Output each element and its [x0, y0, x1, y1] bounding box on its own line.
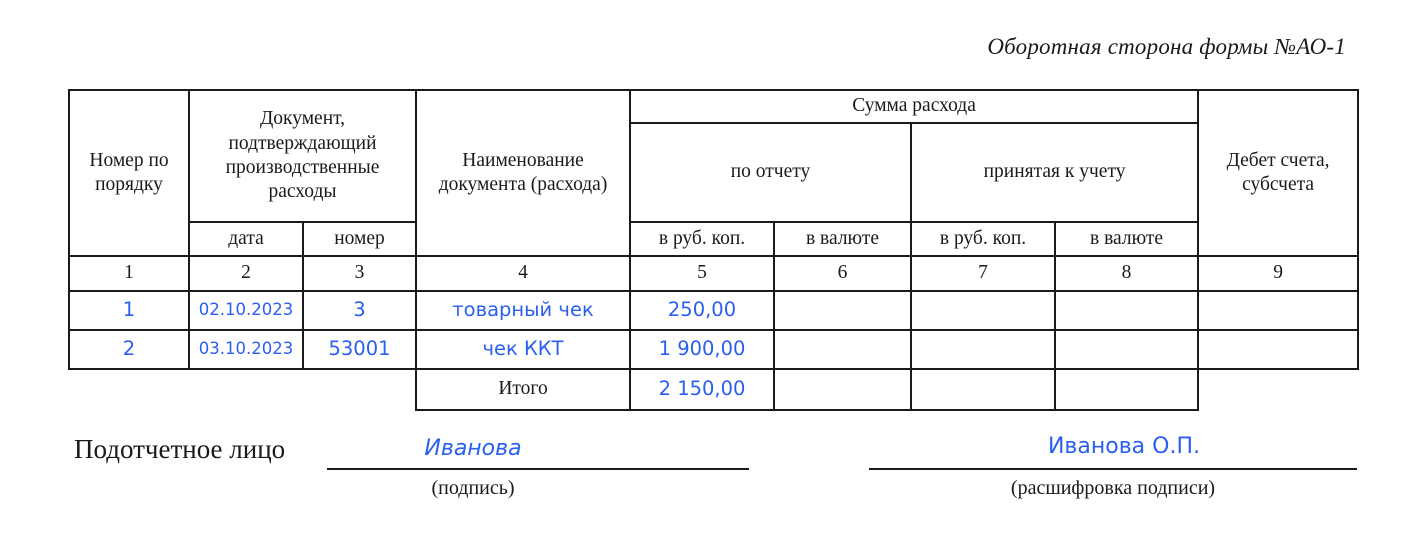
total-label: Итого	[416, 369, 630, 410]
empty-cell	[774, 291, 911, 330]
empty-cell	[774, 330, 911, 369]
header-row-number: Номер по порядку	[69, 90, 189, 256]
empty-cell	[911, 291, 1055, 330]
empty-cell	[774, 369, 911, 410]
row-doc-name: чек ККТ	[416, 330, 630, 369]
row-doc-number: 53001	[303, 330, 416, 369]
table-row	[69, 330, 1358, 369]
expense-report-table	[68, 89, 1359, 411]
signature-decoding-value: Иванова О.П.	[1047, 434, 1201, 459]
header-report-rub: в руб. коп.	[630, 222, 774, 256]
row-date: 03.10.2023	[189, 330, 303, 369]
column-number: 2	[189, 256, 303, 291]
column-number: 3	[303, 256, 416, 291]
column-number: 9	[1198, 256, 1358, 291]
header-by-report: по отчету	[630, 123, 911, 222]
empty-cell	[1198, 291, 1358, 330]
header-document-group: Документ, подтверждающий производственные расходы	[189, 90, 416, 222]
empty-cell	[1198, 330, 1358, 369]
column-number: 4	[416, 256, 630, 291]
empty-cell	[1055, 330, 1198, 369]
empty-cell	[1055, 291, 1198, 330]
signature-caption: (подпись)	[431, 477, 515, 499]
header-accepted-currency: в валюте	[1055, 222, 1198, 256]
empty-cell	[1055, 369, 1198, 410]
empty-cell	[911, 369, 1055, 410]
column-number: 7	[911, 256, 1055, 291]
column-number: 6	[774, 256, 911, 291]
signature-decoding-caption: (расшифровка подписи)	[1010, 477, 1216, 499]
signature-value: Иванова	[424, 436, 522, 461]
header-date: дата	[189, 222, 303, 256]
total-amount: 2 150,00	[630, 369, 774, 410]
header-accepted-rub: в руб. коп.	[911, 222, 1055, 256]
total-row	[69, 369, 1358, 410]
column-numbers-row	[69, 256, 1358, 291]
row-amount: 250,00	[630, 291, 774, 330]
row-num: 1	[69, 291, 189, 330]
row-doc-number: 3	[303, 291, 416, 330]
header-debit: Дебет счета, субсчета	[1198, 90, 1358, 256]
signature-line	[327, 468, 749, 470]
row-num: 2	[69, 330, 189, 369]
header-report-currency: в валюте	[774, 222, 911, 256]
header-document-name: Наименование документа (расхода)	[416, 90, 630, 256]
column-number: 8	[1055, 256, 1198, 291]
column-number: 5	[630, 256, 774, 291]
accountable-person-label: Подотчетное лицо	[74, 434, 286, 464]
header-number: номер	[303, 222, 416, 256]
empty-cell	[911, 330, 1055, 369]
column-number: 1	[69, 256, 189, 291]
table-row	[69, 291, 1358, 330]
form-caption: Оборотная сторона формы №АО-1	[987, 34, 1346, 59]
signature-decoding-line	[869, 468, 1357, 470]
row-date: 02.10.2023	[189, 291, 303, 330]
row-amount: 1 900,00	[630, 330, 774, 369]
header-accepted: принятая к учету	[911, 123, 1198, 222]
row-doc-name: товарный чек	[416, 291, 630, 330]
header-expense-sum: Сумма расхода	[630, 90, 1198, 123]
